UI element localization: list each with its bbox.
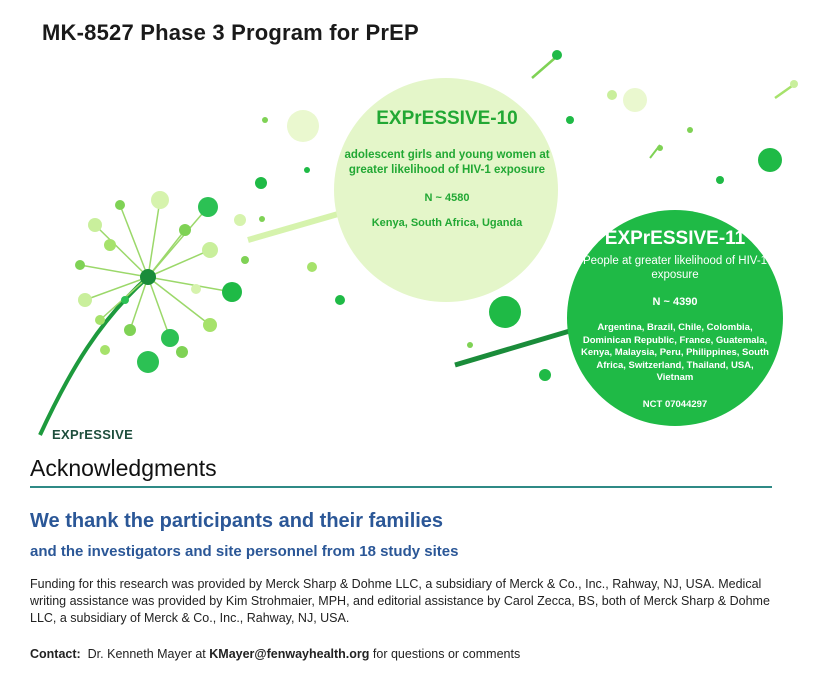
thanks-line: We thank the participants and their families (30, 510, 444, 532)
contact-email-link[interactable]: KMayer@fenwayhealth.org (209, 647, 370, 661)
expressive10-name: EXPrESSIVE-10 (376, 108, 518, 129)
expressive11-n: N ~ 4390 (652, 296, 698, 308)
seed-dots (75, 191, 249, 373)
expressive11-name: EXPrESSIVE-11 (604, 228, 746, 249)
expressive11-panel (580, 228, 770, 410)
dandelion-stem (40, 277, 148, 435)
acknowledgments-heading: Acknowledgments (30, 455, 217, 481)
divider (30, 486, 772, 488)
expressive11-nct: NCT 07044297 (642, 398, 708, 410)
expressive11-locations: Argentina, Brazil, Chile, Colombia, Dominican Republic, France, Guatemala, Kenya, Malaysia, Peru, Philippines, South Africa, Switzerland, Thailand, USA, Vietnam (581, 322, 769, 383)
expressive10-description: adolescent girls and young women at greater likelihood of HIV-1 exposure (344, 149, 550, 176)
contact-label: Contact: (30, 647, 81, 661)
expressive10-panel (342, 108, 552, 230)
expressive10-n: N ~ 4580 (424, 192, 470, 204)
contact-line (30, 647, 520, 661)
expressive10-locations: Kenya, South Africa, Uganda (371, 217, 523, 229)
expressive-logo: EXPrESSIVE (52, 427, 134, 442)
contact-suffix: for questions or comments (372, 647, 521, 661)
contact-prefix: Dr. Kenneth Mayer at (87, 647, 206, 661)
sites-line: and the investigators and site personnel from 18 study sites (30, 543, 459, 560)
funding-text: Funding for this research was provided by Merck Sharp & Dohme LLC, a subsidiary of Merck & Co., Inc., Rahway, NJ, USA. Medical writing assistance was provided by Kim Strohmaier, MPH, and editorial assistance by Carol Zecca, BS, both of Merck Sharp & Dohme LLC, a subsidiary of Merck & Co., Inc., Rahway, NJ, USA. (30, 577, 770, 625)
expressive11-description: People at greater likelihood of HIV-1 exposure (582, 255, 768, 281)
page-title: MK-8527 Phase 3 Program for PrEP (42, 20, 419, 45)
